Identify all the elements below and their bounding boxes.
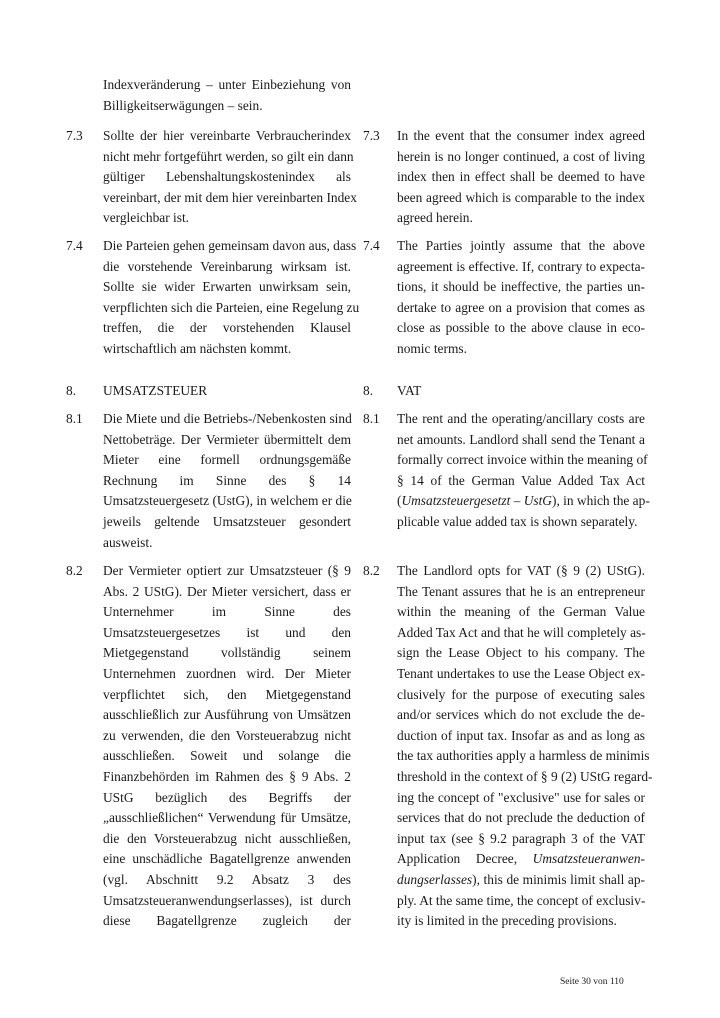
clause-7-3-de	[103, 126, 357, 229]
text-fragment: ), in which the ap-	[551, 493, 650, 509]
text-line: „ausschließlichen“ Verwendung für Umsätze,	[103, 810, 351, 826]
text-fragment: Application Decree,	[397, 851, 533, 867]
text-line: Umsatzsteuergesetz (UstG), in welchem er die	[103, 493, 352, 509]
text-line: Nettobeträge. Der Vermieter übermittelt dem	[103, 431, 351, 447]
text-line: ausweist.	[103, 534, 153, 550]
text-line: ausschließlich zur Ausführung von Umsätzen	[103, 707, 351, 723]
text-line: Sollte sie wider Erwarten unwirksam sein,	[103, 279, 351, 295]
clause-number-en: 7.3	[363, 128, 380, 143]
text-line: nomic terms.	[397, 340, 467, 356]
text-line: vergleichbar ist.	[103, 210, 190, 226]
text-line: eine unschädliche Bagatellgrenze anwenden	[103, 851, 351, 867]
intro-paragraph-de	[103, 75, 351, 116]
text-line: formally correct invoice within the meaning of	[397, 452, 648, 468]
text-line: The Landlord opts for VAT (§ 9 (2) UStG).	[397, 563, 645, 578]
clause-number-en: 8.2	[363, 563, 380, 578]
text-line: jeweils geltende Umsatzsteuer gesondert	[103, 513, 351, 529]
text-line: Tenant undertakes to use the Lease Object ex-	[397, 665, 645, 681]
text-fragment: ), this de minimis limit shall ap-	[472, 871, 645, 887]
text-line: Umsatzsteuergesetzes ist und den	[103, 624, 351, 640]
text-line: agreed herein.	[397, 210, 473, 226]
text-line: Mietgegenstand vollständig seinem	[103, 645, 351, 661]
clause-8-2-de	[103, 561, 351, 932]
text-line: been agreed which is comparable to the index	[397, 189, 645, 205]
text-line: wirtschaftlich am nächsten kommt.	[103, 340, 292, 356]
text-fragment: (	[397, 493, 402, 509]
emphasis-term: dungserlasses	[397, 871, 473, 887]
section-heading-en: VAT	[397, 383, 422, 398]
text-line: ply. At the same time, the concept of exclusiv-	[397, 892, 646, 908]
clause-number-de: 7.4	[66, 238, 83, 253]
text-line: The Tenant assures that he is an entrepreneur	[397, 583, 645, 599]
text-line: die den Vorsteuerabzug nicht ausschließen,	[103, 830, 351, 846]
section-heading-de: UMSATZSTEUER	[103, 383, 208, 398]
clause-number-de: 8.1	[66, 411, 83, 426]
text-line: diese Bagatellgrenze zugleich der	[103, 913, 351, 929]
text-line: vereinbart, der mit dem hier vereinbarten Index	[103, 189, 357, 205]
text-line: and/or services which do not exclude the de-	[397, 707, 645, 723]
clause-7-3-en	[397, 126, 645, 229]
text-line: Sollte der hier vereinbarte Verbraucherindex	[103, 128, 351, 143]
text-line: threshold in the context of § 9 (2) UStG regard-	[397, 768, 653, 784]
clause-8-1-de	[103, 409, 351, 553]
text-line: nicht mehr fortgeführt werden, so gilt ein dann	[103, 148, 354, 164]
text-line: input tax (see § 9.2 paragraph 3 of the VAT	[397, 830, 645, 846]
text-line: net amounts. Landlord shall send the Tenant a	[397, 431, 645, 447]
text-line: Mieter eine formell ordnungsgemäße	[103, 452, 351, 468]
text-line: services that do not preclude the deduction of	[397, 810, 645, 826]
text-line: clusively for the purpose of executing sales	[397, 686, 645, 702]
text-line: ity is limited in the preceding provisions.	[397, 913, 617, 929]
text-line: Abs. 2 UStG). Der Mieter versichert, dass er	[103, 583, 351, 599]
emphasis-term: Umsatzsteuergesetzt – UstG	[401, 493, 552, 509]
clause-number-en: 8.1	[363, 411, 380, 426]
text-line: die vorstehende Vereinbarung wirksam ist.	[103, 258, 351, 274]
text-line: § 14 of the German Value Added Tax Act	[397, 472, 645, 488]
text-line: dertake to agree on a provision that comes as	[397, 299, 645, 315]
clause-number-en: 7.4	[363, 238, 380, 253]
clause-8-1-en	[397, 409, 650, 533]
text-line: Finanzbehörden im Rahmen des § 9 Abs. 2	[103, 768, 351, 784]
text-line	[397, 849, 645, 870]
clause-7-4-de	[103, 236, 360, 360]
text-line: Die Parteien gehen gemeinsam davon aus, dass	[103, 238, 357, 253]
text-line: herein is no longer continued, a cost of living	[397, 148, 645, 164]
text-line: agreement is effective. If, contrary to expecta-	[397, 258, 645, 274]
text-line: Umsatzsteueranwendungserlasses), ist durch	[103, 892, 351, 908]
text-line: Der Vermieter optiert zur Umsatzsteuer (§ 9	[103, 563, 351, 578]
text-line: plicable value added tax is shown separately.	[397, 513, 638, 529]
text-line: sign the Lease Object to his company. The	[397, 645, 645, 661]
text-line: Unternehmen zuordnen wird. Der Mieter	[103, 665, 351, 681]
text-line: verpflichten sich die Parteien, eine Regelung zu	[103, 299, 360, 315]
text-line: Unternehmer im Sinne des	[103, 604, 351, 620]
text-line: zu verwenden, die den Vorsteuerabzug nicht	[103, 727, 351, 743]
text-line: The Parties jointly assume that the above	[397, 238, 645, 253]
text-line: Indexveränderung – unter Einbeziehung von	[103, 77, 351, 92]
text-line: Billigkeitserwägungen – sein.	[103, 97, 263, 113]
text-line: treffen, die der vorstehenden Klausel	[103, 320, 351, 336]
text-line: ing the concept of "exclusive" use for sales or	[397, 789, 645, 805]
text-line: In the event that the consumer index agreed	[397, 128, 645, 143]
clause-number-de: 8.2	[66, 563, 83, 578]
text-line: tions, it should be ineffective, the parties un-	[397, 279, 645, 295]
text-line: within the meaning of the German Value	[397, 604, 645, 620]
text-line: Added Tax Act and that he will completely as-	[397, 624, 646, 640]
text-line	[397, 491, 650, 512]
clause-number-de: 7.3	[66, 128, 83, 143]
section-number-en: 8.	[363, 383, 374, 398]
text-line: close as possible to the above clause in eco-	[397, 320, 645, 336]
text-line: verpflichtet sich, den Mietgegenstand	[103, 686, 351, 702]
text-line: ausschließen. Soweit und solange die	[103, 748, 351, 764]
text-line: index then in effect shall be deemed to have	[397, 169, 645, 185]
clause-8-2-en	[397, 561, 653, 932]
clause-7-4-en	[397, 236, 645, 360]
text-line: UStG bezüglich des Begriffs der	[103, 789, 351, 805]
text-line: Die Miete und die Betriebs-/Nebenkosten sind	[103, 411, 352, 426]
text-line: the tax authorities apply a harmless de minimis	[397, 748, 650, 764]
text-line: duction of input tax. Insofar as and as long as	[397, 727, 645, 743]
text-line	[397, 870, 645, 891]
text-line: (vgl. Abschnitt 9.2 Absatz 3 des	[103, 871, 351, 887]
text-line: The rent and the operating/ancillary costs are	[397, 411, 645, 426]
section-number-de: 8.	[66, 383, 77, 398]
text-line: gültiger Lebenshaltungskostenindex als	[103, 169, 351, 185]
text-line: Rechnung im Sinne des § 14	[103, 472, 351, 488]
page-number-footer: Seite 30 von 110	[560, 977, 624, 987]
emphasis-term: Umsatzsteueranwen-	[532, 851, 645, 867]
